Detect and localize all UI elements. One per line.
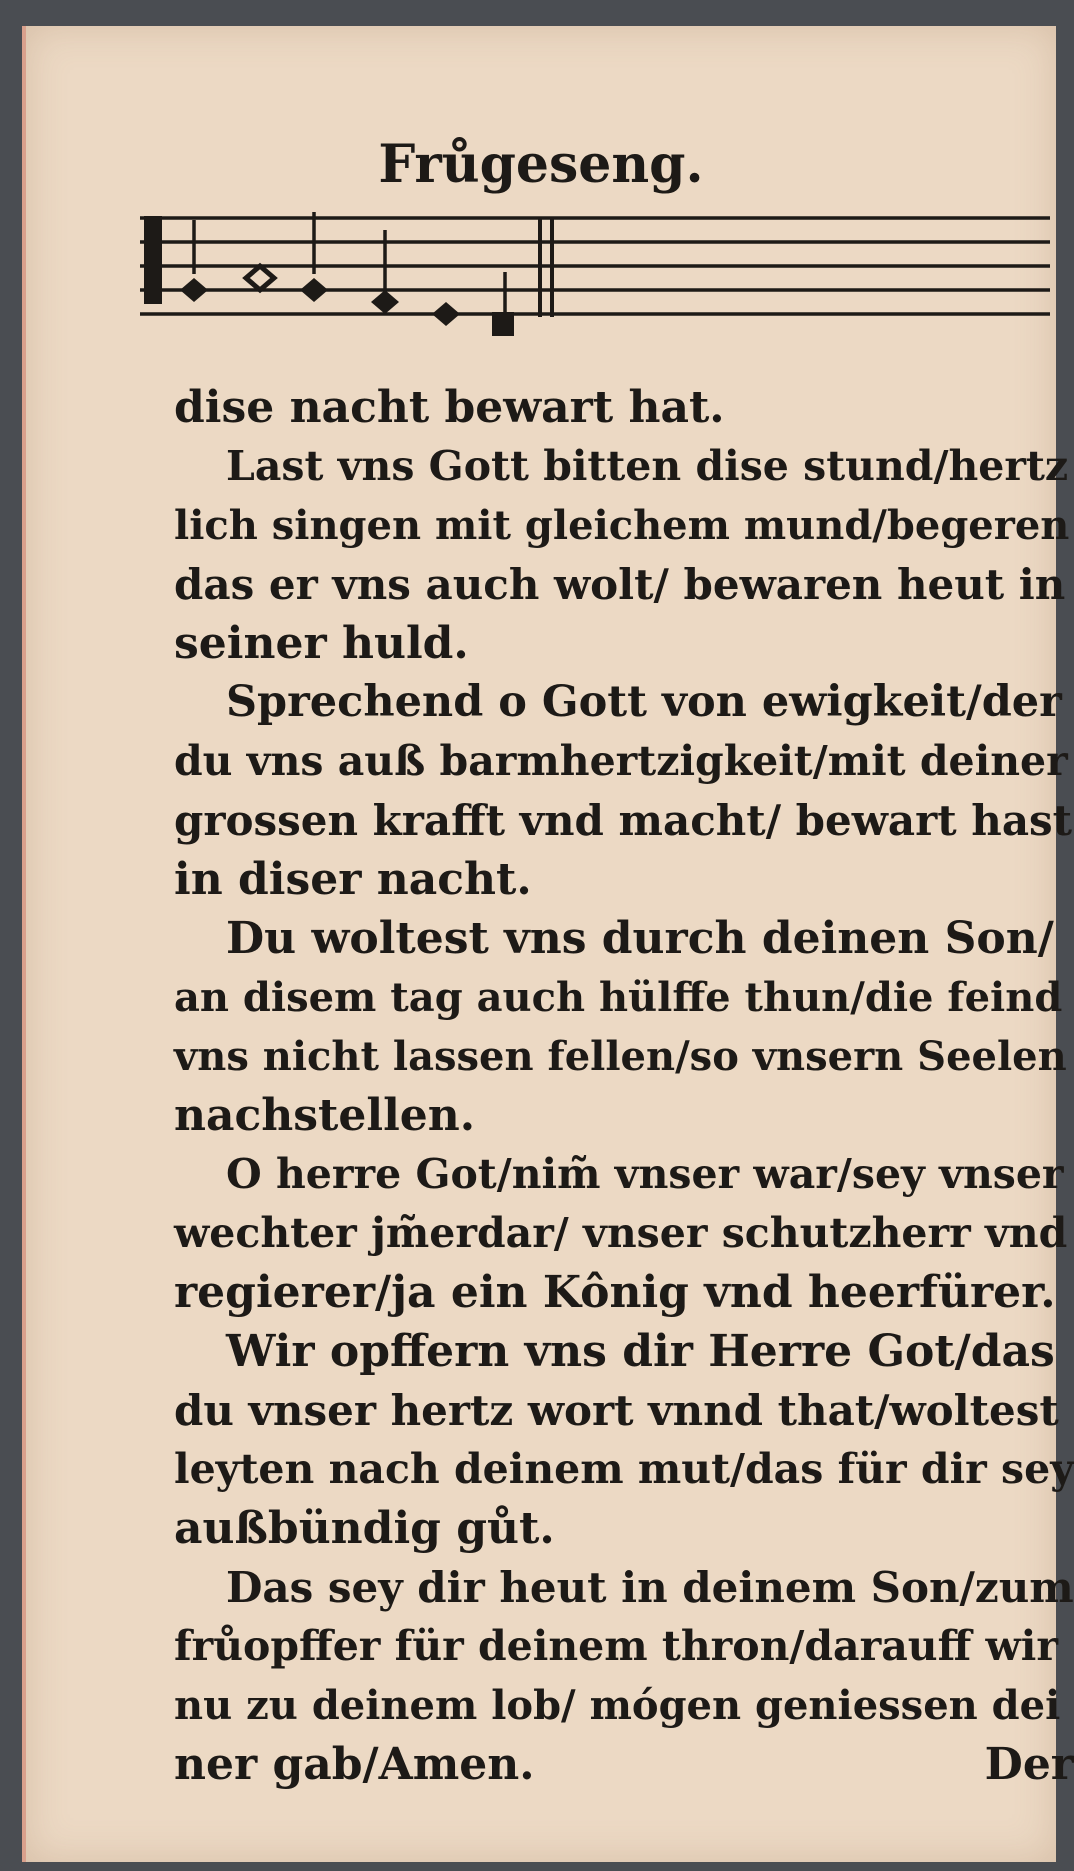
text-line: vns nicht lassen fellen/so vnsern Seelen xyxy=(174,1033,1067,1080)
text-line: frůopffer für deinem thron/darauff wir xyxy=(174,1622,1058,1670)
text-line: Sprechend o Gott von ewigkeit/der xyxy=(226,677,1062,727)
text-line: Last vns Gott bitten dise stund/hertz xyxy=(226,442,1069,490)
catchword: Der xyxy=(984,1739,1074,1790)
music-staff xyxy=(140,212,1050,362)
text-line: das er vns auch wolt/ bewaren heut in xyxy=(174,560,1066,609)
text-line: regierer/ja ein Kônig vnd heerfürer. xyxy=(174,1267,1056,1318)
text-line: du vnser hertz wort vnnd that/woltest xyxy=(174,1386,1059,1435)
text-line: grossen krafft vnd macht/ bewart hast xyxy=(174,796,1073,845)
text-line: leyten nach deinem mut/das für dir sey xyxy=(174,1445,1074,1493)
text-line: Das sey dir heut in deinem Son/zum xyxy=(226,1563,1074,1612)
text-line: dise nacht bewart hat. xyxy=(174,382,725,433)
text-line: außbündig gůt. xyxy=(174,1503,555,1554)
text-line: ner gab/Amen. xyxy=(174,1739,535,1790)
text-line: O herre Got/nim̃ vnser war/sey vnser xyxy=(226,1150,1064,1198)
text-line: nachstellen. xyxy=(174,1090,476,1141)
text-line: lich singen mit gleichem mund/begeren xyxy=(174,502,1070,549)
book-page xyxy=(22,26,1074,1862)
text-line: in diser nacht. xyxy=(174,854,532,905)
text-line: wechter jm̃erdar/ vnser schutzherr vnd xyxy=(174,1209,1068,1257)
text-line-last xyxy=(174,1735,1074,1794)
text-line: du vns auß barmhertzigkeit/mit deiner xyxy=(174,737,1068,785)
text-line: seiner huld. xyxy=(174,618,469,669)
hymn-text xyxy=(174,378,1074,1794)
text-line: Du woltest vns durch deinen Son/ xyxy=(226,913,1054,964)
text-line: nu zu deinem lob/ mógen geniessen dei xyxy=(174,1682,1061,1729)
text-line: Wir opffern vns dir Herre Got/das xyxy=(226,1326,1055,1377)
text-line: an disem tag auch hülffe thun/die feind xyxy=(174,974,1063,1021)
page-title: Frůgeseng. xyxy=(378,134,704,195)
